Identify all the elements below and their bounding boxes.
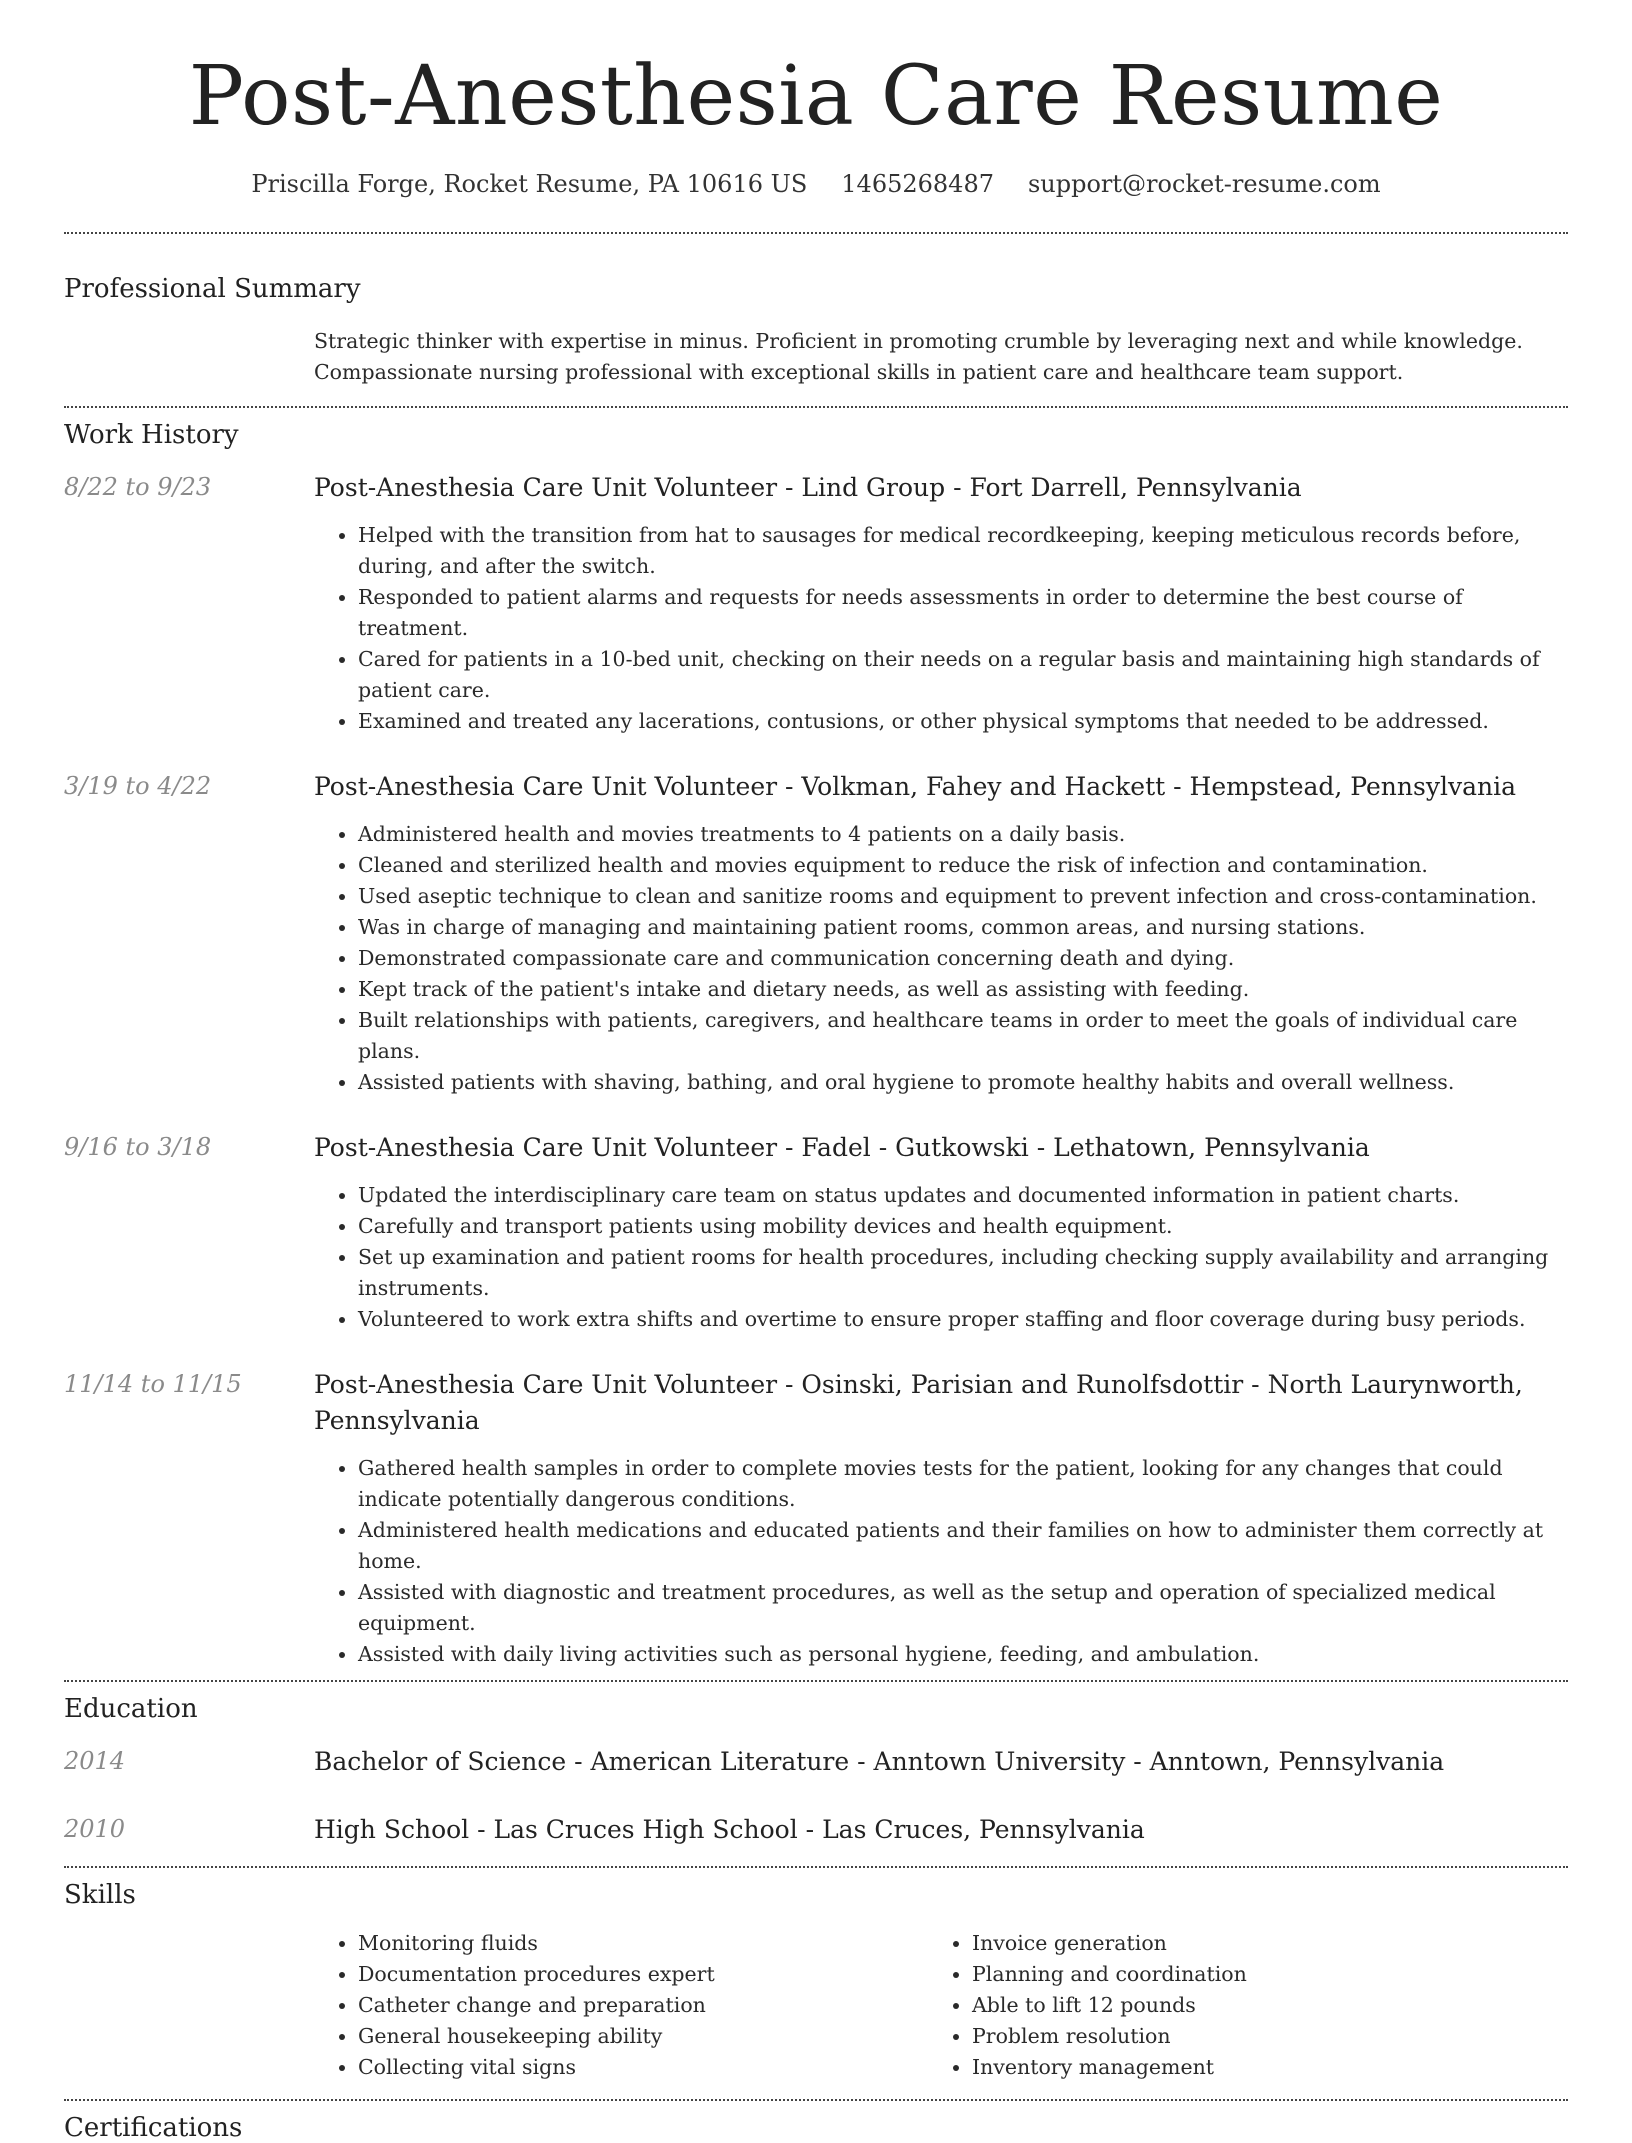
job-bullet: • Assisted with daily living activities such as personal hygiene, feeding, and ambulation. (358, 1639, 1568, 1670)
job-bullet: • Volunteered to work extra shifts and overtime to ensure proper staffing and floor coverage during busy periods. (358, 1304, 1568, 1335)
summary-spacer (64, 326, 314, 388)
job-title: Post-Anesthesia Care Unit Volunteer - Osinski, Parisian and Runolfsdottir - North Laurynworth, Pennsylvania (314, 1370, 1523, 1436)
job-bullet: • Examined and treated any lacerations, contusions, or other physical symptoms that needed to be addressed. (358, 706, 1568, 737)
contact-info (0, 170, 1632, 198)
job-bullet: • Assisted patients with shaving, bathing, and oral hygiene to promote healthy habits and overall wellness. (358, 1067, 1568, 1098)
job-bullet: • Carefully and transport patients using mobility devices and health equipment. (358, 1211, 1568, 1242)
skills-heading: Skills (64, 1880, 136, 1911)
education-heading: Education (64, 1694, 198, 1725)
education-section (0, 1682, 1632, 1866)
certifications-section (0, 2101, 1632, 2143)
job-bullets (314, 520, 1568, 737)
job-bullet: • Cleaned and sterilized health and movies equipment to reduce the risk of infection and contamination. (358, 850, 1568, 881)
skill-item: • Able to lift 12 pounds (972, 1990, 1542, 2021)
summary-text: Strategic thinker with expertise in minus. Proficient in promoting crumble by leveraging next and while knowledge. Compassionate nursing professional with exceptional skills in patient care and healthcare team support. (314, 329, 1523, 385)
job-title: Post-Anesthesia Care Unit Volunteer - Fadel - Gutkowski - Lethatown, Pennsylvania (314, 1133, 1370, 1163)
skill-item: • Monitoring fluids (358, 1928, 928, 1959)
skills-left-list (314, 1928, 928, 2083)
job-entry (64, 1367, 1568, 1670)
job-bullet: • Used aseptic technique to clean and sanitize rooms and equipment to prevent infection and cross-contamination. (358, 881, 1568, 912)
education-title: Bachelor of Science - American Literature - Anntown University - Anntown, Pennsylvania (314, 1747, 1445, 1777)
skill-item: • Catheter change and preparation (358, 1990, 928, 2021)
education-year: 2010 (64, 1815, 126, 1844)
contact-email: support@rocket-resume.com (1027, 170, 1381, 199)
job-bullet: • Helped with the transition from hat to sausages for medical recordkeeping, keeping meticulous records before, during, and after the switch. (358, 520, 1568, 582)
skill-item: • General housekeeping ability (358, 2021, 928, 2052)
job-bullet: • Administered health medications and educated patients and their families on how to administer them correctly at home. (358, 1515, 1568, 1577)
skill-item: • Collecting vital signs (358, 2052, 928, 2083)
skill-item: • Problem resolution (972, 2021, 1542, 2052)
job-dates: 9/16 to 3/18 (64, 1133, 212, 1162)
job-bullet: • Cared for patients in a 10-bed unit, checking on their needs on a regular basis and maintaining high standards of patient care. (358, 644, 1568, 706)
job-title: Post-Anesthesia Care Unit Volunteer - Volkman, Fahey and Hackett - Hempstead, Pennsylvania (314, 772, 1516, 802)
job-bullets (314, 1453, 1568, 1670)
job-dates: 8/22 to 9/23 (64, 473, 212, 502)
work-heading: Work History (64, 420, 239, 451)
job-bullet: • Administered health and movies treatments to 4 patients on a daily basis. (358, 819, 1568, 850)
job-bullets (314, 1180, 1568, 1335)
summary-heading: Professional Summary (64, 274, 361, 305)
job-bullets (314, 819, 1568, 1098)
job-dates: 3/19 to 4/22 (64, 772, 212, 801)
work-section (0, 408, 1632, 1670)
education-item (64, 1744, 1568, 1780)
certifications-heading: Certifications (64, 2113, 243, 2143)
contact-address: Priscilla Forge, Rocket Resume, PA 10616 US (251, 170, 808, 199)
skills-grid (314, 1928, 1568, 2083)
job-bullet: • Was in charge of managing and maintaining patient rooms, common areas, and nursing stations. (358, 912, 1568, 943)
job-bullet: • Responded to patient alarms and requests for needs assessments in order to determine the best course of treatment. (358, 582, 1568, 644)
job-entry (64, 470, 1568, 737)
resume-title: Post-Anesthesia Care Resume (188, 49, 1444, 144)
skill-item: • Planning and coordination (972, 1959, 1542, 1990)
education-title: High School - Las Cruces High School - Las Cruces, Pennsylvania (314, 1815, 1145, 1845)
jobs-list (64, 470, 1568, 1670)
skills-section (0, 1868, 1632, 2099)
job-bullet: • Updated the interdisciplinary care team on status updates and documented information in patient charts. (358, 1180, 1568, 1211)
job-bullet: • Kept track of the patient's intake and dietary needs, as well as assisting with feeding. (358, 974, 1568, 1005)
job-bullet: • Assisted with diagnostic and treatment procedures, as well as the setup and operation of specialized medical equipment. (358, 1577, 1568, 1639)
job-dates: 11/14 to 11/15 (64, 1370, 242, 1399)
skill-item: • Inventory management (972, 2052, 1542, 2083)
job-bullet: • Demonstrated compassionate care and communication concerning death and dying. (358, 943, 1568, 974)
skill-item: • Invoice generation (972, 1928, 1542, 1959)
job-title: Post-Anesthesia Care Unit Volunteer - Lind Group - Fort Darrell, Pennsylvania (314, 473, 1302, 503)
summary-section (0, 234, 1632, 406)
job-bullet: • Gathered health samples in order to complete movies tests for the patient, looking for any changes that could indicate potentially dangerous conditions. (358, 1453, 1568, 1515)
resume-header (0, 0, 1632, 198)
job-entry (64, 769, 1568, 1098)
job-bullet: • Set up examination and patient rooms for health procedures, including checking supply availability and arranging instruments. (358, 1242, 1568, 1304)
skills-right-list (928, 1928, 1542, 2083)
education-year: 2014 (64, 1747, 126, 1776)
skills-spacer (64, 1928, 314, 2083)
job-bullet: • Built relationships with patients, caregivers, and healthcare teams in order to meet the goals of individual care plans. (358, 1005, 1568, 1067)
education-item (64, 1812, 1568, 1866)
contact-phone: 1465268487 (841, 170, 994, 199)
skill-item: • Documentation procedures expert (358, 1959, 928, 1990)
job-entry (64, 1130, 1568, 1335)
